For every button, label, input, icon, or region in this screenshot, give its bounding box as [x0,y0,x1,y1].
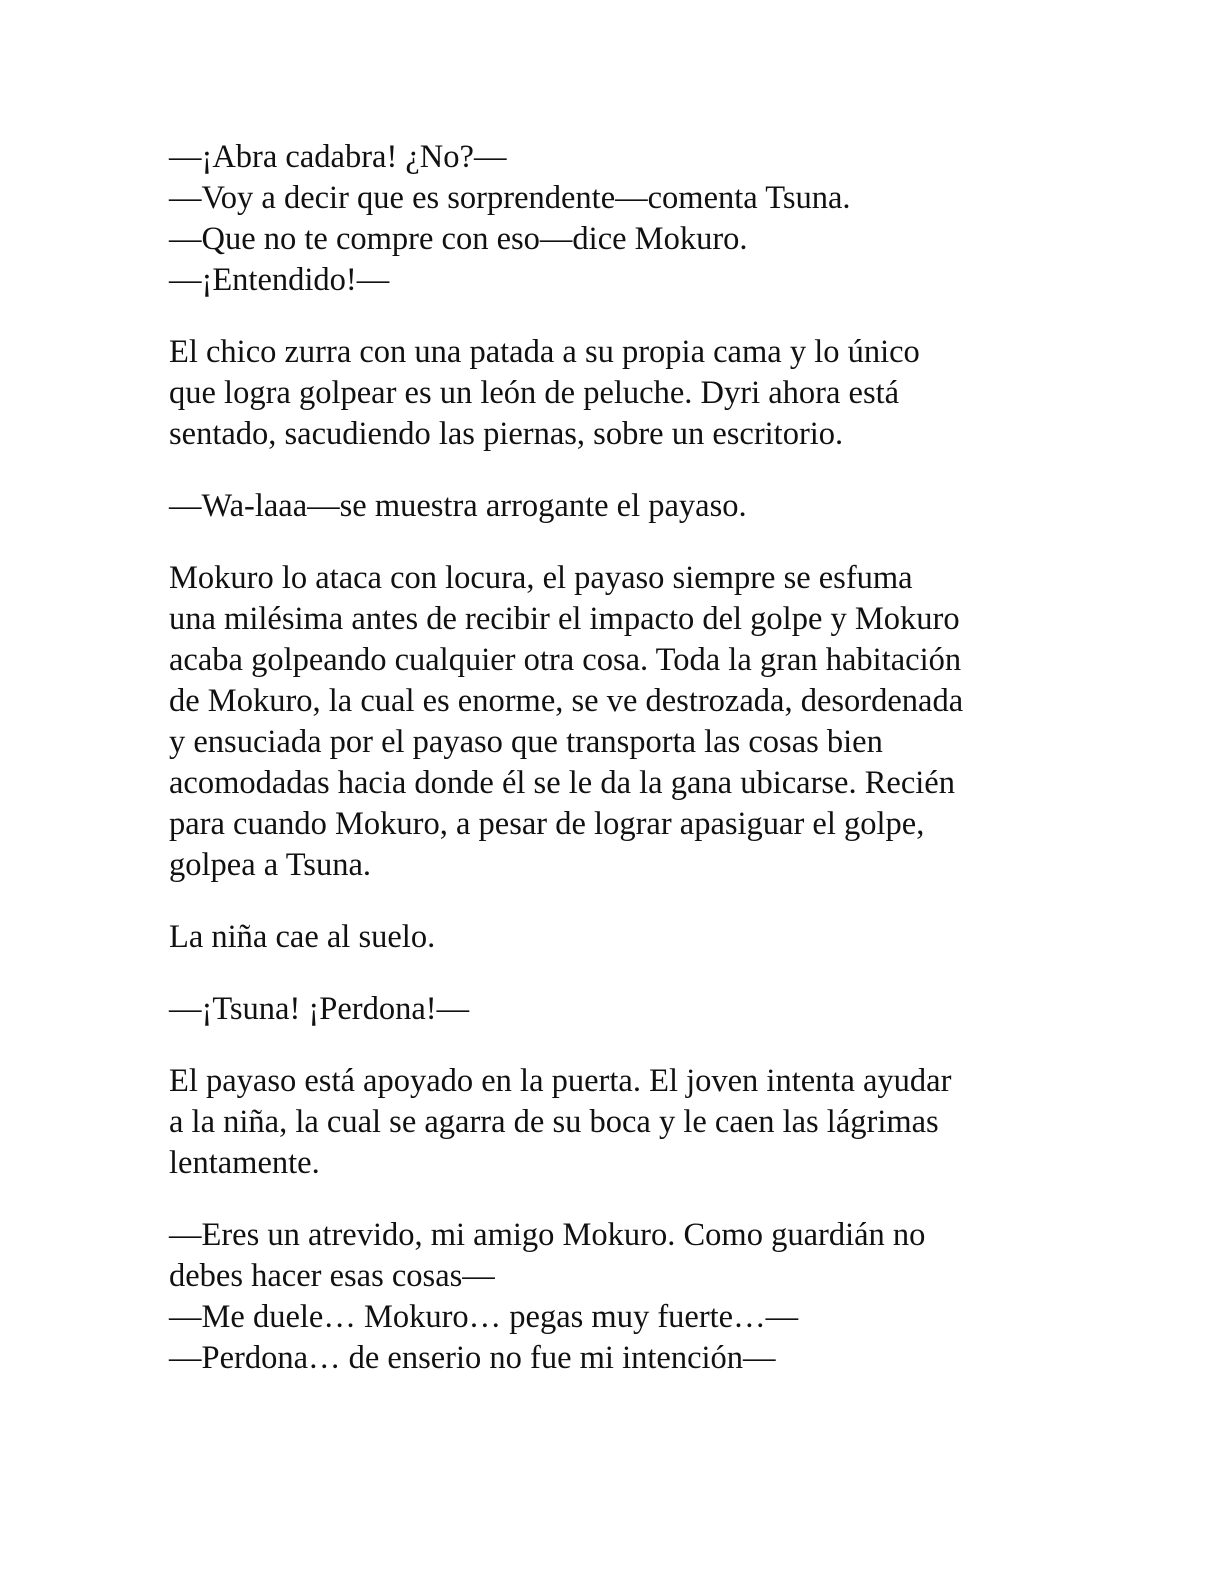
text-line: a la niña, la cual se agarra de su boca y le caen las lágrimas [169,1104,939,1140]
text-line: de Mokuro, la cual es enorme, se ve destrozada, desordenada [169,683,964,719]
text-line: —¡Tsuna! ¡Perdona!— [169,991,470,1027]
text-line: El chico zurra con una patada a su propia cama y lo único [169,334,920,370]
text-line: —Eres un atrevido, mi amigo Mokuro. Como guardián no [169,1217,926,1253]
paragraph-dialogue-2 [169,486,1059,527]
document-body [169,137,1059,1410]
paragraph-narration-3 [169,917,1059,958]
text-line: una milésima antes de recibir el impacto del golpe y Mokuro [169,601,960,637]
text-line: —Voy a decir que es sorprendente—comenta Tsuna. [169,180,851,216]
text-line: La niña cae al suelo. [169,919,436,955]
text-line: —Perdona… de enserio no fue mi intención— [169,1340,776,1376]
text-line: acomodadas hacia donde él se le da la gana ubicarse. Recién [169,765,955,801]
paragraph-narration-4 [169,1061,1059,1184]
text-line: —Wa-laaa—se muestra arrogante el payaso. [169,488,747,524]
paragraph-dialogue-1 [169,137,1059,301]
text-line: y ensuciada por el payaso que transporta las cosas bien [169,724,883,760]
text-line: lentamente. [169,1145,320,1181]
text-line: —¡Entendido!— [169,262,390,298]
text-line: El payaso está apoyado en la puerta. El joven intenta ayudar [169,1063,952,1099]
paragraph-dialogue-3 [169,989,1059,1030]
text-line: debes hacer esas cosas— [169,1258,495,1294]
text-line: —Que no te compre con eso—dice Mokuro. [169,221,748,257]
text-line: sentado, sacudiendo las piernas, sobre un escritorio. [169,416,844,452]
paragraph-narration-2 [169,558,1059,886]
paragraph-narration-1 [169,332,1059,455]
text-line: Mokuro lo ataca con locura, el payaso siempre se esfuma [169,560,913,596]
paragraph-dialogue-4 [169,1215,1059,1379]
text-line: golpea a Tsuna. [169,847,371,883]
text-line: —Me duele… Mokuro… pegas muy fuerte…— [169,1299,799,1335]
text-line: que logra golpear es un león de peluche. Dyri ahora está [169,375,900,411]
text-line: para cuando Mokuro, a pesar de lograr apasiguar el golpe, [169,806,925,842]
text-line: acaba golpeando cualquier otra cosa. Toda la gran habitación [169,642,962,678]
text-line: —¡Abra cadabra! ¿No?— [169,139,507,175]
